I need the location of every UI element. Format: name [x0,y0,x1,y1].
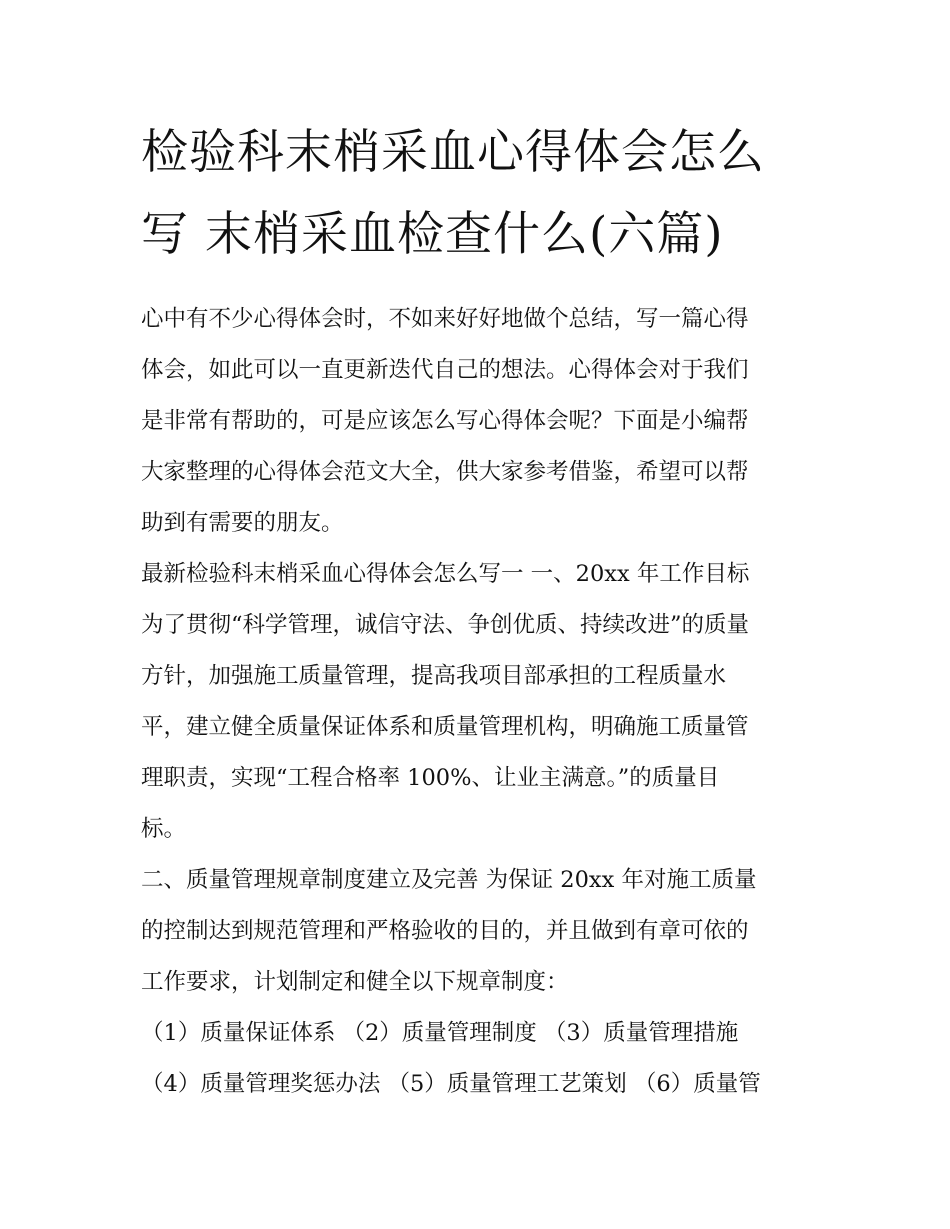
text-line: 大家整理的心得体会范文大全，供大家参考借鉴，希望可以帮 [141,459,749,485]
text-line: 是非常有帮助的，可是应该怎么写心得体会呢？下面是小编帮 [141,408,749,434]
document-title [141,112,801,276]
goals-paragraph [141,549,813,855]
text-line: 平，建立健全质量保证体系和质量管理机构，明确施工质量管 [141,714,749,740]
text-line: 工作要求，计划制定和健全以下规章制度： [141,969,569,995]
regulations-list [141,1008,813,1110]
intro-paragraph [141,294,813,549]
text-line: 的控制达到规范管理和严格验收的目的，并且做到有章可依的 [141,918,749,944]
text-line: 心中有不少心得体会时，不如来好好地做个总结，写一篇心得 [141,306,749,332]
text-line: （1）质量保证体系 （2）质量管理制度 （3）质量管理措施 [141,1020,739,1046]
text-line: 为了贯彻“科学管理，诚信守法、争创优质、持续改进”的质量 [141,612,750,638]
title-line: 检验科末梢采血心得体会怎么 [141,125,765,180]
text-line: 标。 [141,816,187,842]
text-line: 方针，加强施工质量管理，提高我项目部承担的工程质量水 [141,663,727,689]
text-line: 二、质量管理规章制度建立及完善 为保证 20xx 年对施工质量 [141,867,757,893]
text-line: 助到有需要的朋友。 [141,510,344,536]
text-line: 体会，如此可以一直更新迭代自己的想法。心得体会对于我们 [141,357,749,383]
title-line: 写 末梢采血检查什么(六篇) [141,207,724,262]
text-line: （4）质量管理奖惩办法 （5）质量管理工艺策划 （6）质量管 [141,1071,761,1097]
regulations-paragraph [141,855,813,1008]
text-line: 最新检验科末梢采血心得体会怎么写一 一、20xx 年工作目标 [141,561,750,587]
document-page [141,112,813,1110]
text-line: 理职责，实现“工程合格率 100%、让业主满意。”的质量目 [141,765,720,791]
